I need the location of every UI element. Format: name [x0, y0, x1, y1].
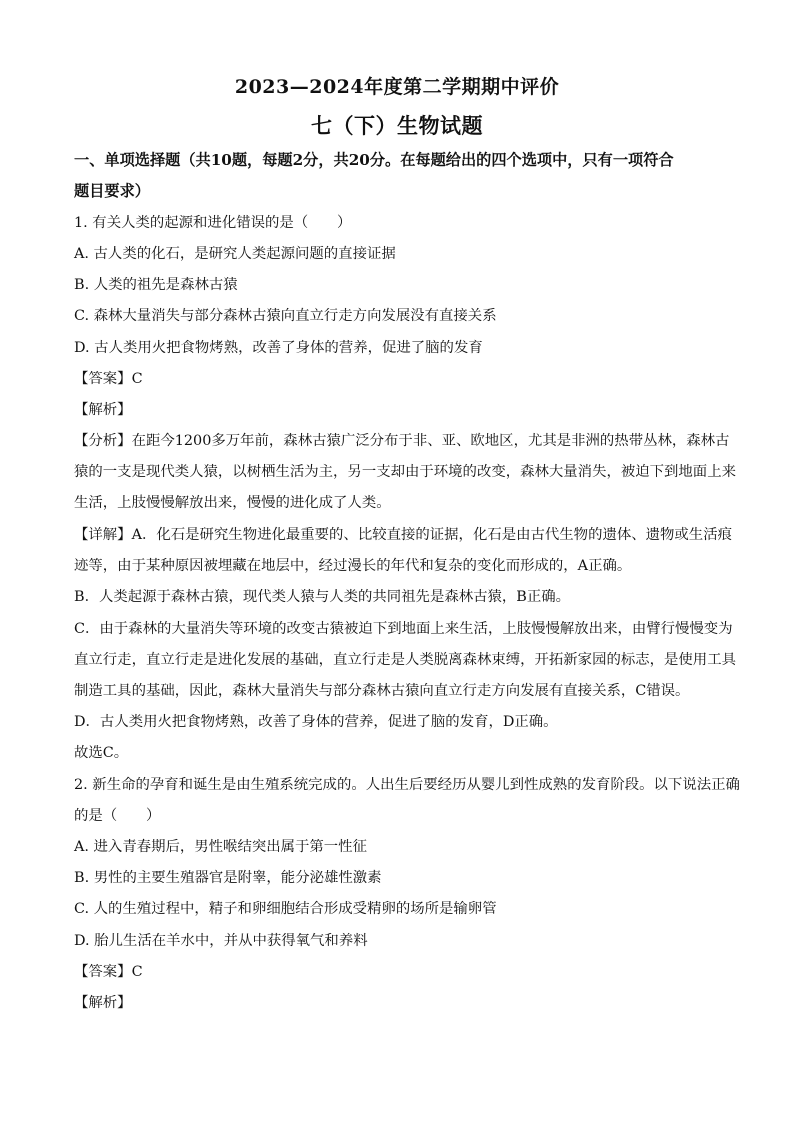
question-2-option-c: C. 人的生殖过程中，精子和卵细胞结合形成受精卵的场所是输卵管: [74, 901, 497, 917]
analysis-line: 【详解】A．化石是研究生物进化最重要的、比较直接的证据，化石是由古代生物的遗体、遗物或生活痕: [74, 527, 732, 543]
question-2-stem: 2. 新生命的孕育和诞生是由生殖系统完成的。人出生后要经历从婴儿到性成熟的发育阶段。以下说法正确: [74, 777, 740, 793]
analysis-line: C．由于森林的大量消失等环境的改变古猿被迫下到地面上来生活，上肢慢慢解放出来，由臂行慢慢变为: [74, 621, 733, 637]
question-1-option-b: B. 人类的祖先是森林古猿: [74, 277, 238, 293]
exam-subtitle: 七（下）生物试题: [311, 113, 483, 138]
question-1-answer: 【答案】C: [74, 371, 143, 387]
question-2-stem-cont: 的是（ ）: [74, 808, 161, 824]
section-heading-cont: 题目要求）: [74, 182, 150, 200]
analysis-line: 迹等，由于某种原因被埋藏在地层中，经过漫长的年代和复杂的变化而形成的，A正确。: [74, 558, 632, 574]
analysis-line: 【分析】在距今1200多万年前，森林古猿广泛分布于非、亚、欧地区，尤其是非洲的热带丛林，森林古: [74, 433, 730, 449]
analysis-line: 制造工具的基础，因此，森林大量消失与部分森林古猿向直立行走方向发展有直接关系，C错误。: [74, 683, 690, 699]
analysis-line: 故选C。: [74, 745, 129, 761]
question-1-analysis-label: 【解析】: [74, 402, 132, 418]
question-1-option-a: A. 古人类的化石，是研究人类起源问题的直接证据: [74, 246, 396, 262]
question-2-analysis-label: 【解析】: [74, 995, 132, 1011]
analysis-line: B．人类起源于森林古猿，现代类人猿与人类的共同祖先是森林古猿，B正确。: [74, 589, 571, 605]
analysis-line: 生活，上肢慢慢解放出来，慢慢的进化成了人类。: [74, 495, 391, 511]
question-2-option-a: A. 进入青春期后，男性喉结突出属于第一性征: [74, 839, 367, 855]
question-1-stem: 1. 有关人类的起源和进化错误的是（ ）: [74, 215, 352, 231]
analysis-line: D．古人类用火把食物烤熟，改善了身体的营养，促进了脑的发育，D正确。: [74, 714, 558, 730]
question-2-answer: 【答案】C: [74, 964, 143, 980]
question-1-option-d: D. 古人类用火把食物烤熟，改善了身体的营养，促进了脑的发育: [74, 340, 483, 356]
question-2-option-b: B. 男性的主要生殖器官是附睾，能分泌雄性激素: [74, 870, 382, 886]
question-1-option-c: C. 森林大量消失与部分森林古猿向直立行走方向发展没有直接关系: [74, 308, 497, 324]
section-heading: 一、单项选择题（共10题，每题2分，共20分。在每题给出的四个选项中，只有一项符合: [74, 151, 674, 169]
analysis-line: 猿的一支是现代类人猿，以树栖生活为主，另一支却由于环境的改变，森林大量消失，被迫下到地面上来: [74, 464, 736, 480]
question-2-option-d: D. 胎儿生活在羊水中，并从中获得氧气和养料: [74, 933, 368, 949]
exam-title: 2023—2024年度第二学期期中评价: [234, 76, 560, 98]
analysis-line: 直立行走，直立行走是进化发展的基础，直立行走是人类脱离森林束缚，开拓新家园的标志，是使用工具: [74, 652, 736, 668]
